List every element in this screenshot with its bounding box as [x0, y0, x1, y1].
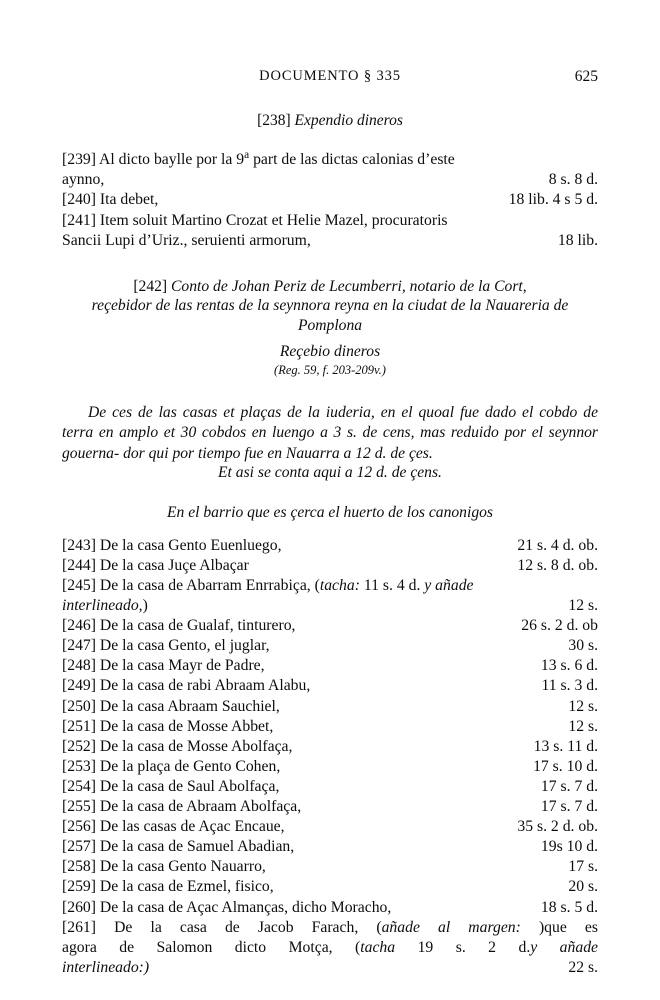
entry-248-label: De la casa Mayr de Padre, [99, 657, 265, 675]
account-title-number: [242] [133, 277, 168, 295]
entry-245-amount: 12 s. [568, 597, 598, 615]
entry-261-interlineado: interlineado:) [62, 958, 150, 976]
entry-250-label: De la casa Abraam Sauchiel, [99, 697, 280, 715]
entry-245-number: [245] [62, 577, 96, 594]
entry-254-amount: 17 s. 7 d. [540, 777, 598, 795]
entry-240-number: [240] [62, 191, 96, 209]
entry-250-text [62, 697, 490, 717]
entry-241-amount: 18 lib. [557, 231, 598, 249]
entry-251-amount: 12 s. [568, 717, 598, 735]
entry-254-number: [254] [62, 777, 96, 795]
entry-246-amount: 26 s. 2 d. ob [521, 617, 598, 635]
entry-251-text [62, 717, 490, 737]
account-reference: (Reg. 59, f. 203-209v.) [274, 363, 386, 378]
entry-243-label: De la casa Gento Euenluego, [99, 536, 282, 554]
entry-254-text [62, 777, 490, 797]
entry-255-label: De la casa de Abraam Abolfaça, [99, 798, 302, 816]
entry-257-number: [257] [62, 838, 96, 856]
entry-240 [62, 190, 598, 210]
entry-253-number: [253] [62, 757, 96, 775]
table-row [62, 877, 598, 897]
entry-244-amount: 12 s. 8 d. ob. [517, 556, 598, 574]
entry-250-number: [250] [62, 697, 96, 715]
table-row [62, 797, 598, 817]
entry-245-text2: 11 s. 4 d. [359, 577, 425, 594]
entry-240-amount: 18 lib. 4 s 5 d. [508, 191, 598, 209]
entry-255-text [62, 797, 490, 817]
entry-258-label: De la casa Gento Nauarro, [99, 858, 266, 876]
entry-259-label: De la casa de Ezmel, fisico, [99, 878, 274, 896]
account-title-line1 [62, 277, 598, 297]
barrio-heading: En el barrio que es çerca el huerto de los canonigos [167, 503, 493, 521]
entry-247-label: De la casa Gento, el juglar, [99, 637, 270, 655]
entry-244-number: [244] [62, 556, 96, 574]
entry-244-text [62, 556, 490, 576]
entry-239 [62, 148, 598, 190]
entry-261-amount: 22 s. [568, 958, 598, 976]
entry-255-number: [255] [62, 798, 96, 816]
entry-239-line2 [62, 170, 598, 190]
page-number: 625 [574, 68, 598, 85]
entry-260-amount: 18 s. 5 d. [540, 898, 598, 916]
entry-248-amount: 13 s. 6 d. [540, 657, 598, 675]
entry-239-superscript: a [244, 149, 250, 161]
entry-252-text [62, 737, 490, 757]
table-row [62, 817, 598, 837]
entry-246-label: De la casa de Gualaf, tinturero, [99, 617, 296, 635]
entry-245-line2-text [62, 596, 490, 616]
table-row [62, 676, 598, 696]
entry-259-number: [259] [62, 878, 96, 896]
entry-252-number: [252] [62, 737, 96, 755]
section-heading-text: Expendio dineros [294, 112, 403, 129]
entry-245-close: ) [142, 597, 148, 615]
entry-244-label: De la casa Juçe Albaçar [99, 556, 249, 574]
entry-257-label: De la casa de Samuel Abadian, [99, 838, 295, 856]
entry-249-number: [249] [62, 677, 96, 695]
header-title: DOCUMENTO § 335 [259, 68, 401, 84]
entry-247-number: [247] [62, 637, 96, 655]
entry-241-number: [241] [62, 211, 96, 229]
entry-249-label: De la casa de rabi Abraam Alabu, [99, 677, 311, 695]
entry-254-label: De la casa de Saul Abolfaça, [99, 777, 280, 795]
entry-245-italic2: y añade [424, 577, 474, 594]
entry-261-text-c: agora de Salomon dicto Motça, ( [62, 938, 361, 956]
table-row [62, 616, 598, 636]
entry-246-text [62, 616, 490, 636]
table-row [62, 857, 598, 877]
entry-241-line1 [62, 211, 598, 231]
entry-253-text [62, 757, 490, 777]
entry-249-amount: 11 s. 3 d. [541, 677, 598, 695]
table-row [62, 757, 598, 777]
entry-241-text: Item soluit Martino Crozat et Helie Mazel, procuratoris [99, 211, 448, 229]
entry-260-text [62, 898, 490, 918]
entry-259-amount: 20 s. [568, 878, 598, 896]
entry-261-text-b: )que es [520, 918, 598, 936]
entry-249-text [62, 676, 490, 696]
entry-239-number: [239] [62, 151, 96, 169]
entry-239-text-part2: part de las dictas calonias d’este [249, 151, 455, 169]
entry-261-margin-note: añade al margen: [381, 918, 521, 936]
entry-245-tacha: tacha: [319, 577, 360, 594]
entry-list [62, 536, 598, 978]
entry-243-text [62, 536, 490, 556]
intro-line4: Et asi se conta aqui a 12 d. de çens. [218, 463, 442, 481]
account-title-line3: Pomplona [297, 316, 363, 334]
table-row [62, 717, 598, 737]
table-row [62, 576, 598, 616]
entry-261-text-a: De la casa de Jacob Farach, ( [114, 918, 382, 936]
table-row [62, 898, 598, 918]
entry-261-line3 [62, 958, 598, 978]
entry-253-amount: 17 s. 10 d. [533, 757, 598, 775]
entry-255-amount: 17 s. 7 d. [540, 798, 598, 816]
entry-256-number: [256] [62, 818, 96, 836]
table-row [62, 656, 598, 676]
entry-251-number: [251] [62, 717, 96, 735]
table-row [62, 636, 598, 656]
intro-paragraph [62, 403, 598, 464]
table-row [62, 918, 598, 978]
entry-252-amount: 13 s. 11 d. [533, 737, 598, 755]
entry-256-amount: 35 s. 2 d. ob. [517, 818, 598, 836]
table-row [62, 697, 598, 717]
section-heading-number: [238] [257, 112, 291, 129]
table-row [62, 837, 598, 857]
entry-253-label: De la plaça de Gento Cohen, [99, 757, 281, 775]
entry-261-line1 [62, 918, 598, 938]
entry-260-number: [260] [62, 898, 96, 916]
entry-245-line1 [62, 576, 598, 596]
account-title-line2: reçebidor de las rentas de la seynnora reyna en la ciudat de la Nauareria de [91, 297, 569, 315]
entry-247-amount: 30 s. [568, 637, 598, 655]
entry-241-text-line2: Sancii Lupi d’Uriz., seruienti armorum, [62, 231, 311, 249]
account-title [62, 277, 598, 379]
intro-line2: en amplo et 30 cobdos en luengo a 3 s. de cens, mas reduido por el seynnor gouerna- [62, 424, 598, 462]
document-body [62, 112, 598, 978]
entry-252-label: De la casa de Mosse Abolfaça, [99, 737, 293, 755]
entry-259-text [62, 877, 490, 897]
entry-258-amount: 17 s. [568, 858, 598, 876]
entry-245-label: De la casa de Abarram Enrrabiça, ( [99, 577, 320, 594]
entry-261-line2 [62, 938, 598, 958]
entry-239-text-line2: aynno, [62, 171, 105, 189]
entry-239-line1 [62, 148, 598, 170]
entry-257-text [62, 837, 490, 857]
entry-247-text [62, 636, 490, 656]
entry-257-amount: 19s 10 d. [540, 838, 598, 856]
intro-line1: De ces de las casas et plaças de la iuderia, en el quoal fue dado el cobdo de terra [62, 404, 598, 442]
entry-245-interlineado: interlineado, [62, 597, 143, 615]
account-title-text1: Conto de Johan Periz de Lecumberri, notario de la Cort, [171, 277, 527, 295]
entry-260-label: De la casa de Açac Almanças, dicho Moracho, [99, 898, 392, 916]
entry-251-label: De la casa de Mosse Abbet, [99, 717, 274, 735]
entry-261-text-d: 19 s. 2 d. [395, 938, 531, 956]
entry-239-amount: 8 s. 8 d. [548, 171, 598, 189]
entry-261-anade: y añade [530, 938, 598, 956]
entry-245-line2 [62, 596, 598, 616]
entry-243-number: [243] [62, 536, 96, 554]
table-row [62, 556, 598, 576]
entry-258-text [62, 857, 490, 877]
entry-256-label: De las casas de Açac Encaue, [99, 818, 285, 836]
entry-261-tacha: tacha [360, 938, 396, 956]
entry-246-number: [246] [62, 617, 96, 635]
entry-258-number: [258] [62, 858, 96, 876]
entry-241-line2 [62, 231, 598, 251]
table-row [62, 777, 598, 797]
entry-261-number: [261] [62, 918, 96, 936]
entry-239-text-part1: Al dicto baylle por la 9 [99, 151, 245, 169]
entry-241 [62, 211, 598, 251]
entry-256-text [62, 817, 490, 837]
account-subtitle: Reçebio dineros [279, 342, 381, 360]
table-row [62, 737, 598, 757]
table-row [62, 536, 598, 556]
section-heading [62, 112, 598, 130]
intro-line3: dor qui por tiempo fue en Nauarra a 12 d. de çes. [123, 444, 433, 462]
entry-240-text [62, 190, 480, 210]
entry-243-amount: 21 s. 4 d. ob. [517, 536, 598, 554]
entry-240-label: Ita debet, [99, 191, 159, 209]
entry-250-amount: 12 s. [568, 697, 598, 715]
page-header [62, 68, 598, 88]
entry-248-text [62, 656, 490, 676]
entry-248-number: [248] [62, 657, 96, 675]
